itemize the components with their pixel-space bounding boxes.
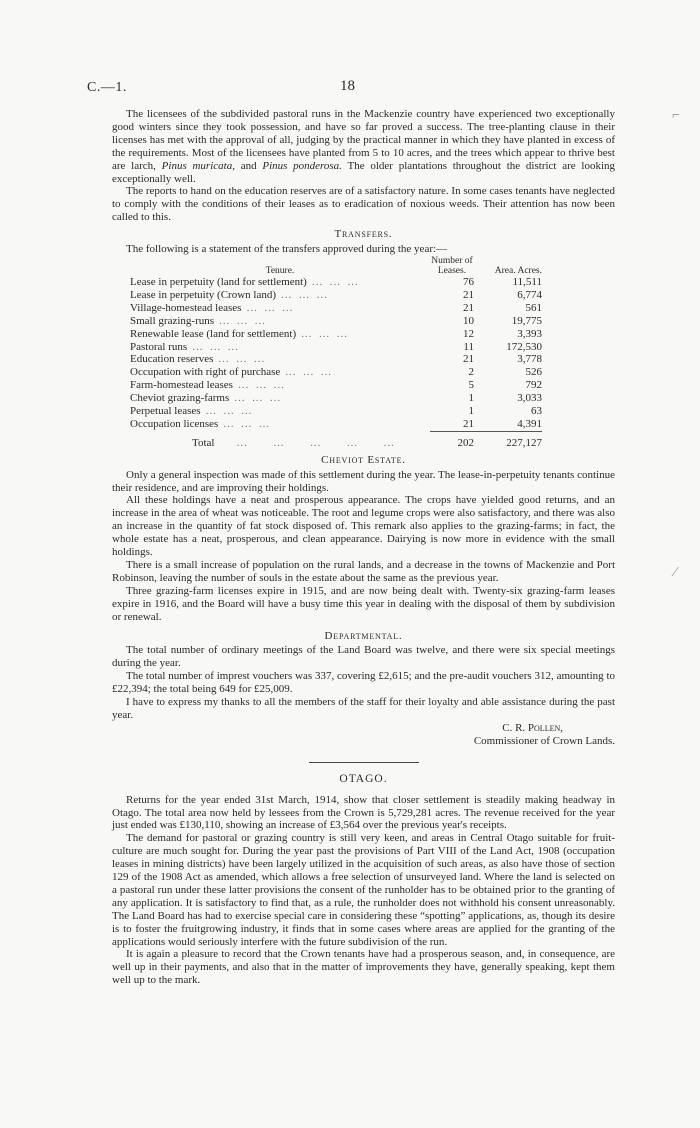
tenure-label: Village-homestead leases <box>130 301 242 314</box>
table-row <box>130 418 542 431</box>
paragraph: The total number of imprest vouchers was 337, covering £2,615; and the pre-audit vouchers 312, amounting to £22,394; the total being 649 for £25,009. <box>112 670 615 696</box>
table-row <box>130 315 542 328</box>
tenure-cell <box>130 341 430 354</box>
area-acres: 6,774 <box>517 288 542 301</box>
margin-mark-icon: ⁄ <box>674 565 677 580</box>
paragraph-text: The older plantations throughout the district are looking exceptionally well. <box>112 159 616 185</box>
dot-leader: … … … <box>214 314 268 327</box>
page-content <box>112 108 615 987</box>
paragraph: Only a general inspection was made of this settlement during the year. The lease-in-perpetuity tenants continue their residence, and are improving their holdings. <box>112 468 615 494</box>
paragraph: Three grazing-farm licenses expire in 1915, and are now being dealt with. Twenty-six grazing-farm leases expire in 1916, and the Board will have a busy time this year in dealing with the disposal of them by subdivision or renewal. <box>112 584 615 623</box>
table-row <box>130 276 542 289</box>
dot-leader: … … … <box>229 392 283 405</box>
tenure-label: Perpetual leases <box>130 405 201 418</box>
tenure-label: Lease in perpetuity (Crown land) <box>130 288 277 301</box>
paragraph-mackenzie-licensees <box>112 108 615 185</box>
area-acres: 172,530 <box>506 340 542 353</box>
paragraph: The demand for pastoral or grazing country is still very keen, and areas in Central Otago suitable for fruit-culture are much sought for. During the year past the provisions of Part VIII of the Land Act, 1908 (occupation leases in mining districts) have been largely utilized in the acquisition of such areas, as also have those of section 129 of the 1908 Act as amended, which allows a free selection of unsurveyed land. Where the land is selected on a pastoral run under these latter provisions the consent of the runholder has to be obtained prior to the granting of any application. It is satisfactory to find that, as a rule, the runholder does not withhold his consent unreasonably. The Land Board has had to exercise special care in considering these “spotting” applications, as, though its desire is to foster the fruitgrowing industry, it finds that in some cases where areas are applied for the granting of the applications would seriously interfere with the future subdivision of the run. <box>112 832 615 948</box>
paragraph: It is again a pleasure to record that the Crown tenants have had a prosperous season, and, in consequence, are well up in their payments, and also that in the matter of improvements they have, generally speaking, kept them well up to the mark. <box>112 948 615 987</box>
signature-title: Commissioner of Crown Lands. <box>473 734 615 747</box>
paragraph-text: The licensees of the subdivided pastoral runs in the Mackenzie country have experienced two exceptionally good winters since they took possession, and have so far proved a success. The tree-planting clause in their licenses has met with the approval of all, judging by the practical manner in which they have planted in excess of the requirements. Most of the licensees have planted from 5 to 10 acres, and the trees which appear to thrive best are larch, <box>112 108 615 172</box>
paragraph-text: and <box>240 159 257 172</box>
column-header-area: Area. Acres. <box>494 265 542 276</box>
lease-count: 21 <box>463 301 474 314</box>
total-number: 202 <box>430 431 478 449</box>
tenure-cell <box>130 392 430 405</box>
lease-count: 1 <box>468 392 474 405</box>
species-name: Pinus ponderosa. <box>262 159 342 172</box>
lease-count: 1 <box>468 405 474 418</box>
area-acres: 19,775 <box>511 314 542 327</box>
tenure-cell <box>130 328 430 341</box>
dot-leader: … … … <box>306 275 361 288</box>
lease-count: 21 <box>463 353 474 366</box>
table-row <box>130 366 542 379</box>
paragraph-education-reserves: The reports to hand on the education reserves are of a satisfactory nature. In some cases tenants have neglected to comply with the conditions of their leases as to eradication of noxious weeds. Their attention has now been called to this. <box>112 185 615 224</box>
section-heading-otago: OTAGO. <box>339 772 388 785</box>
tenure-cell <box>130 302 430 315</box>
table-row <box>130 353 542 366</box>
tenure-label: Farm-homestead leases <box>130 379 233 392</box>
area-acres: 526 <box>525 366 542 379</box>
tenure-cell <box>130 276 430 289</box>
table-row <box>130 405 542 418</box>
dot-leader: … … … <box>200 405 254 418</box>
lease-count: 21 <box>463 288 474 301</box>
column-header-number: Number of Leases. <box>431 255 473 276</box>
total-label: Total <box>192 436 215 449</box>
page-number: 18 <box>340 78 355 94</box>
lease-count: 11 <box>463 340 474 353</box>
tenure-label: Occupation licenses <box>130 418 219 431</box>
area-acres: 561 <box>525 301 542 314</box>
tenure-label: Lease in perpetuity (land for settlement) <box>130 275 307 288</box>
tenure-label: Cheviot grazing-farms <box>130 392 230 405</box>
paragraph: All these holdings have a neat and prosperous appearance. The crops have yielded good returns, and an increase in the area of wheat was noticeable. The root and legume crops were also satisfactory, and there was also an increase in the quantity of fat stock disposed of. This remark also applies to the grazing-farms; in fact, the whole estate has a neat, prosperous, and clean appearance. Dairying is now more in evidence with the small holdings. <box>112 494 615 559</box>
transfers-intro: The following is a statement of the transfers approved during the year:— <box>126 243 448 256</box>
dot-leader: … … … <box>280 366 334 379</box>
paragraph: I have to express my thanks to all the members of the staff for their loyalty and able assistance during the past year. <box>112 696 615 721</box>
section-divider <box>309 762 419 763</box>
transfers-table <box>130 256 542 450</box>
table-row <box>130 289 542 302</box>
dot-leader: … … … <box>213 353 267 366</box>
dot-leader: … … … <box>232 379 287 392</box>
area-acres: 792 <box>525 379 542 392</box>
table-total-row <box>130 431 542 449</box>
paragraph: The total number of ordinary meetings of the Land Board was twelve, and there were six special meetings during the year. <box>112 644 615 670</box>
tenure-label: Education reserves <box>130 353 214 366</box>
area-acres: 11,511 <box>512 275 542 288</box>
tenure-label: Small grazing-runs <box>130 314 215 327</box>
document-code: C.—1. <box>87 80 127 95</box>
section-heading-departmental: Departmental. <box>324 629 403 642</box>
table-row <box>130 302 542 315</box>
paragraph: Returns for the year ended 31st March, 1914, show that closer settlement is steadily making headway in Otago. The total area now held by lessees from the Crown is 5,729,281 acres. The revenue received for the year just ended was £130,110, showing an increase of £3,564 over the previous year's receipts. <box>112 793 615 832</box>
section-heading-cheviot: Cheviot Estate. <box>321 453 406 466</box>
dot-leader: … … … <box>296 327 350 340</box>
dot-leader: … … … <box>241 301 295 314</box>
column-header-tenure: Tenure. <box>265 265 295 276</box>
section-heading-transfers: Transfers. <box>334 228 393 241</box>
signature-name-text: C. R. Pollen, <box>502 721 563 734</box>
species-name: Pinus muricata, <box>161 159 235 172</box>
tenure-cell <box>130 405 430 418</box>
tenure-label: Renewable lease (land for settlement) <box>130 327 297 340</box>
table-row <box>130 379 542 392</box>
signature-name <box>112 722 615 735</box>
area-acres: 63 <box>531 405 542 418</box>
tenure-label: Pastoral runs <box>130 340 188 353</box>
lease-count: 2 <box>468 366 474 379</box>
dot-leader: … … … <box>276 288 330 301</box>
dot-leader: … … … <box>218 418 272 431</box>
tenure-label: Occupation with right of purchase <box>130 366 281 379</box>
tenure-cell <box>130 379 430 392</box>
tenure-cell <box>130 418 430 431</box>
dot-leader: … … … <box>187 340 241 353</box>
table-header-row <box>130 256 542 276</box>
table-row <box>130 392 542 405</box>
tenure-cell <box>130 315 430 328</box>
lease-count: 76 <box>463 275 474 288</box>
tenure-cell <box>130 289 430 302</box>
table-row <box>130 341 542 354</box>
tenure-cell <box>130 366 430 379</box>
area-acres: 4,391 <box>517 417 542 430</box>
area-acres: 3,778 <box>517 353 542 366</box>
area-acres: 3,033 <box>517 392 542 405</box>
lease-count: 21 <box>463 417 474 430</box>
tenure-cell <box>130 353 430 366</box>
total-area: 227,127 <box>478 431 542 449</box>
area-acres: 3,393 <box>517 327 542 340</box>
dot-leader: … … … … … <box>217 436 397 449</box>
lease-count: 12 <box>463 327 474 340</box>
total-cell <box>130 431 430 449</box>
table-row <box>130 328 542 341</box>
lease-count: 5 <box>468 379 474 392</box>
margin-mark-icon: ⌐ <box>672 108 680 123</box>
lease-count: 10 <box>463 314 474 327</box>
paragraph: There is a small increase of population on the rural lands, and a decrease in the towns of Mackenzie and Port Robinson, leaving the number of souls in the estate about the same as the previous year. <box>112 559 615 584</box>
